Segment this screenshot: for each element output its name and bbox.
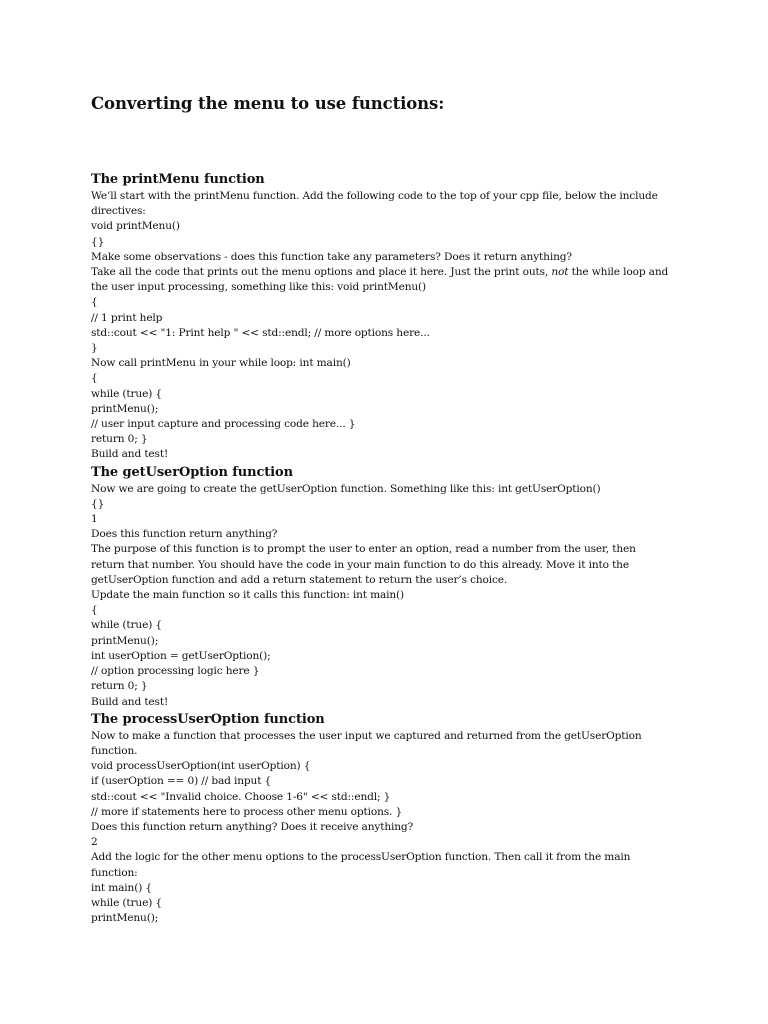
text-segment: Take all the code that prints out the menu options and place it here. Just the print outs, [91, 266, 549, 279]
text-line: We’ll start with the printMenu function. Add the following code to the top of your cpp file, below the include [91, 190, 658, 202]
text-line: return that number. You should have the code in your main function to do this already. Move it into the [91, 558, 629, 571]
section-getuseroption [91, 463, 691, 710]
text-line: Build and test! [91, 448, 169, 461]
code-line: printMenu(); [91, 402, 159, 415]
text-segment: the while loop and [571, 266, 669, 279]
code-line: // option processing logic here } [91, 665, 260, 678]
spacer [91, 116, 691, 170]
text-line: directives: [91, 205, 146, 218]
page-number: 1 [91, 513, 98, 526]
text-line: Now we are going to create the getUserOption function. Something like this: int getUserOption() [91, 482, 601, 495]
text-line: getUserOption function and add a return statement to return the user’s choice. [91, 573, 508, 586]
section-heading: The getUserOption function [91, 464, 293, 480]
code-line: { [91, 372, 98, 385]
text-line: Make some observations - does this function take any parameters? Does it return anything? [91, 250, 572, 263]
code-line: return 0; } [91, 433, 148, 446]
text-line-with-emphasis [91, 265, 691, 280]
text-line: Build and test! [91, 695, 169, 708]
code-line: std::cout << "Invalid choice. Choose 1-6" << std::endl; } [91, 790, 391, 803]
code-line: void processUserOption(int userOption) { [91, 760, 311, 773]
section-heading: The processUserOption function [91, 711, 325, 727]
code-line: // 1 print help [91, 311, 163, 324]
code-line: {} [91, 497, 105, 510]
code-line: printMenu(); [91, 634, 159, 647]
section-printmenu [91, 170, 691, 463]
document-page [91, 92, 691, 926]
code-line: while (true) { [91, 387, 162, 400]
text-line: Does this function return anything? [91, 528, 278, 541]
code-line: int main() { [91, 881, 152, 894]
code-line: int userOption = getUserOption(); [91, 649, 271, 662]
text-line: Add the logic for the other menu options to the processUserOption function. Then call it from the main [91, 851, 631, 864]
code-line: // more if statements here to process other menu options. } [91, 805, 403, 818]
text-line: the user input processing, something like this: void printMenu() [91, 281, 427, 294]
code-line: { [91, 604, 98, 617]
emphasis-not: not [551, 266, 569, 279]
text-line: Now to make a function that processes the user input we captured and returned from the getUserOption [91, 729, 642, 742]
code-line: if (userOption == 0) // bad input { [91, 775, 272, 788]
code-line: // user input capture and processing code here... } [91, 418, 356, 431]
code-line: void printMenu() [91, 220, 180, 233]
code-line: { [91, 296, 98, 309]
section-processuseroption [91, 710, 691, 927]
page-number: 2 [91, 836, 98, 849]
code-line: } [91, 342, 98, 355]
code-line: {} [91, 235, 105, 248]
text-line: The purpose of this function is to prompt the user to enter an option, read a number from the user, then [91, 543, 636, 556]
text-line: function: [91, 866, 138, 879]
code-line: while (true) { [91, 619, 162, 632]
text-line: Does this function return anything? Does it receive anything? [91, 820, 414, 833]
text-line: Update the main function so it calls this function: int main() [91, 589, 405, 602]
code-line: std::cout << "1: Print help " << std::endl; // more options here... [91, 326, 430, 339]
code-line: return 0; } [91, 680, 148, 693]
code-line: printMenu(); [91, 912, 159, 925]
section-heading: The printMenu function [91, 172, 265, 187]
text-line: function. [91, 744, 138, 757]
document-title: Converting the menu to use functions: [91, 94, 445, 113]
code-line: while (true) { [91, 896, 162, 909]
text-line: Now call printMenu in your while loop: int main() [91, 357, 351, 370]
